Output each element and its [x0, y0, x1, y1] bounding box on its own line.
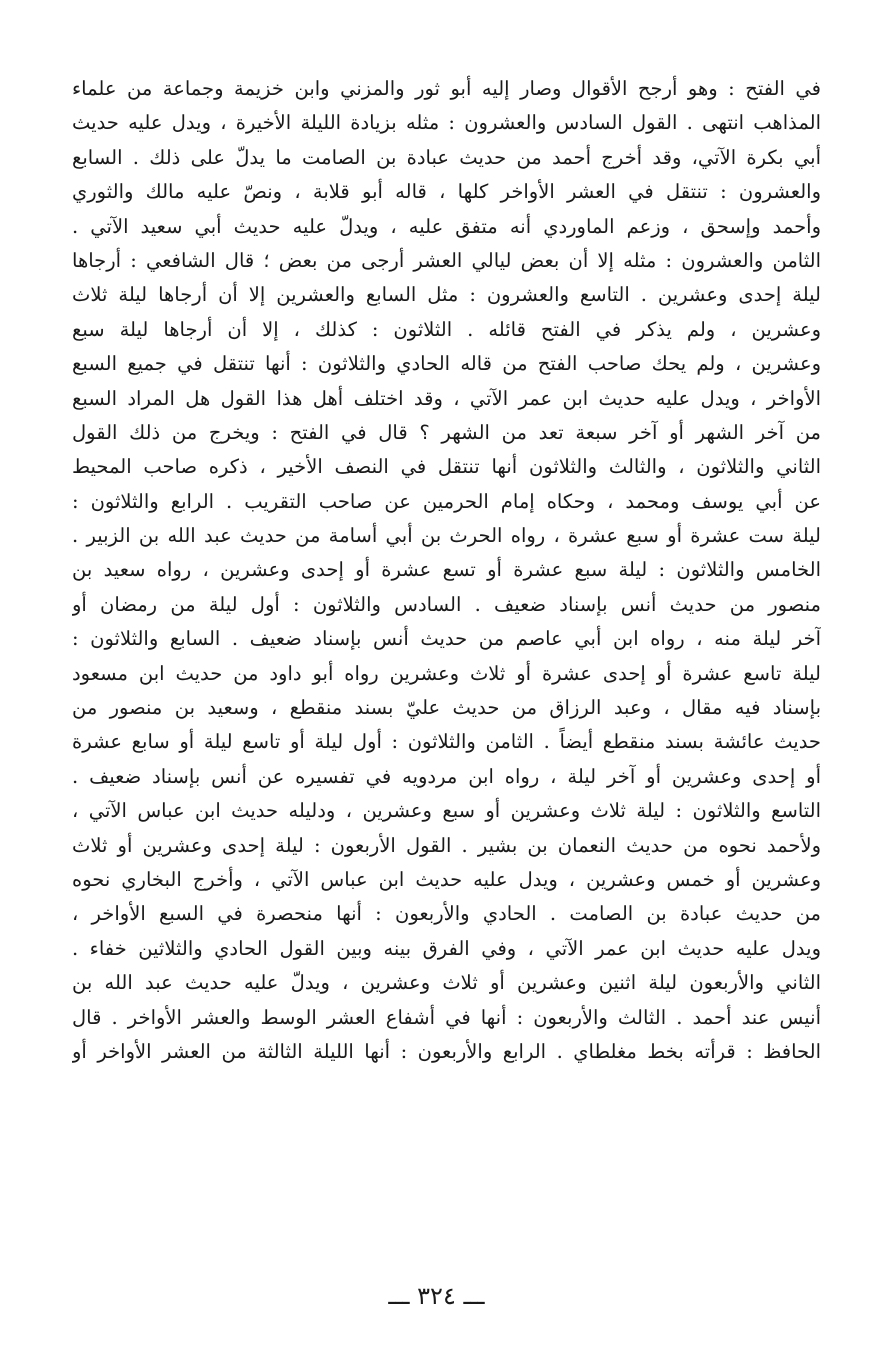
text-line: الأواخر ، ويدل عليه حديث ابن عمر الآتي ، وقد اختلف أهل هذا القول هل المراد السبع: [72, 386, 821, 410]
text-line: الخامس والثلاثون : ليلة سبع عشرة أو تسع عشرة أو إحدى وعشرين ، رواه سعيد بن: [72, 558, 821, 582]
text-line: ليلة تاسع عشرة أو إحدى عشرة أو ثلاث وعشرين رواه أبو داود من حديث ابن مسعود: [72, 661, 821, 685]
text-line: أبي بكرة الآتي، وقد أخرج أحمد من حديث عبادة بن الصامت ما يدلّ على ذلك . السابع: [72, 145, 821, 169]
text-line: الثاني والثلاثون ، والثالث والثلاثون أنها تنتقل في النصف الأخير ، ذكره صاحب المحيط: [72, 455, 821, 479]
text-line: من حديث عبادة بن الصامت . الحادي والأربعون : أنها منحصرة في السبع الأواخر ،: [72, 902, 821, 926]
page-number: ـــ ٣٢٤ ـــ: [388, 1282, 485, 1310]
text-line: وعشرين ، ولم يذكر في الفتح قائله . الثلاثون : كذلك ، إلا أن أرجاها ليلة سبع: [72, 317, 821, 341]
text-line: التاسع والثلاثون : ليلة ثلاث وعشرين أو سبع وعشرين ، ودليله حديث ابن عباس الآتي ،: [72, 799, 821, 823]
text-line: أو إحدى وعشرين أو آخر ليلة ، رواه ابن مردويه في تفسيره عن أنس بإسناد ضعيف .: [72, 764, 821, 788]
text-line: عن أبي يوسف ومحمد ، وحكاه إمام الحرمين عن صاحب التقريب . الرابع والثلاثون :: [72, 489, 821, 513]
body-text: [72, 72, 821, 1069]
text-line: وعشرين ، ولم يحك صاحب الفتح من قاله الحادي والثلاثون : أنها تنتقل في جميع السبع: [72, 352, 821, 376]
text-line: ويدل عليه حديث ابن عمر الآتي ، وفي الفرق بينه وبين القول الحادي والثلاثين خفاء .: [72, 936, 821, 960]
text-line: في الفتح : وهو أرجح الأقوال وصار إليه أبو ثور والمزني وابن خزيمة وجماعة من علماء: [72, 77, 821, 100]
text-line: الحافظ : قرأته بخط مغلطاي . الرابع والأربعون : أنها الليلة الثالثة من العشر الأواخر أو: [72, 1039, 821, 1063]
text-line: الثامن والعشرون : مثله إلا أن بعض ليالي العشر أرجى من بعض ؛ قال الشافعي : أرجاها: [72, 248, 821, 272]
text-line: من آخر الشهر أو آخر سبعة تعد من الشهر ؟ قال في الفتح : ويخرج من ذلك القول: [72, 420, 821, 444]
text-line: ولأحمد نحوه من حديث النعمان بن بشير . القول الأربعون : ليلة إحدى وعشرين أو ثلاث: [72, 833, 821, 857]
text-line: الثاني والأربعون ليلة اثنين وعشرين أو ثلاث وعشرين ، ويدلّ عليه حديث عبد الله بن: [72, 971, 821, 995]
text-line: ليلة إحدى وعشرين . التاسع والعشرون : مثل السابع والعشرين إلا أن أرجاها ليلة ثلاث: [72, 283, 821, 307]
text-line: وأحمد وإسحق ، وزعم الماوردي أنه متفق عليه ، ويدلّ عليه حديث أبي سعيد الآتي .: [72, 214, 821, 238]
text-line: بإسناد فيه مقال ، وعبد الرزاق من حديث عليّ بسند منقطع ، وسعيد بن منصور من: [72, 696, 821, 720]
text-line: حديث عائشة بسند منقطع أيضاً . الثامن والثلاثون : أول ليلة أو تاسع ليلة أو سابع عشرة: [72, 730, 821, 754]
text-line: ليلة ست عشرة أو سبع عشرة ، رواه الحرث بن أبي أسامة من حديث عبد الله بن الزبير .: [72, 524, 821, 548]
text-line: منصور من حديث أنس بإسناد ضعيف . السادس والثلاثون : أول ليلة من رمضان أو: [72, 592, 821, 616]
text-line: المذاهب انتهى . القول السادس والعشرون : مثله بزيادة الليلة الأخيرة ، ويدل عليه حديث: [72, 111, 821, 135]
text-line: وعشرين أو خمس وعشرين ، ويدل عليه حديث ابن عباس الآتي ، وأخرج البخاري نحوه: [72, 867, 821, 891]
text-line: أنيس عند أحمد . الثالث والأربعون : أنها في أشفاع العشر الوسط والعشر الأواخر . قال: [72, 1005, 821, 1029]
text-line: آخر ليلة منه ، رواه ابن أبي عاصم من حديث أنس بإسناد ضعيف . السابع والثلاثون :: [72, 627, 821, 651]
text-line: والعشرون : تنتقل في العشر الأواخر كلها ، قاله أبو قلابة ، ونصّ عليه مالك والثوري: [72, 180, 821, 204]
